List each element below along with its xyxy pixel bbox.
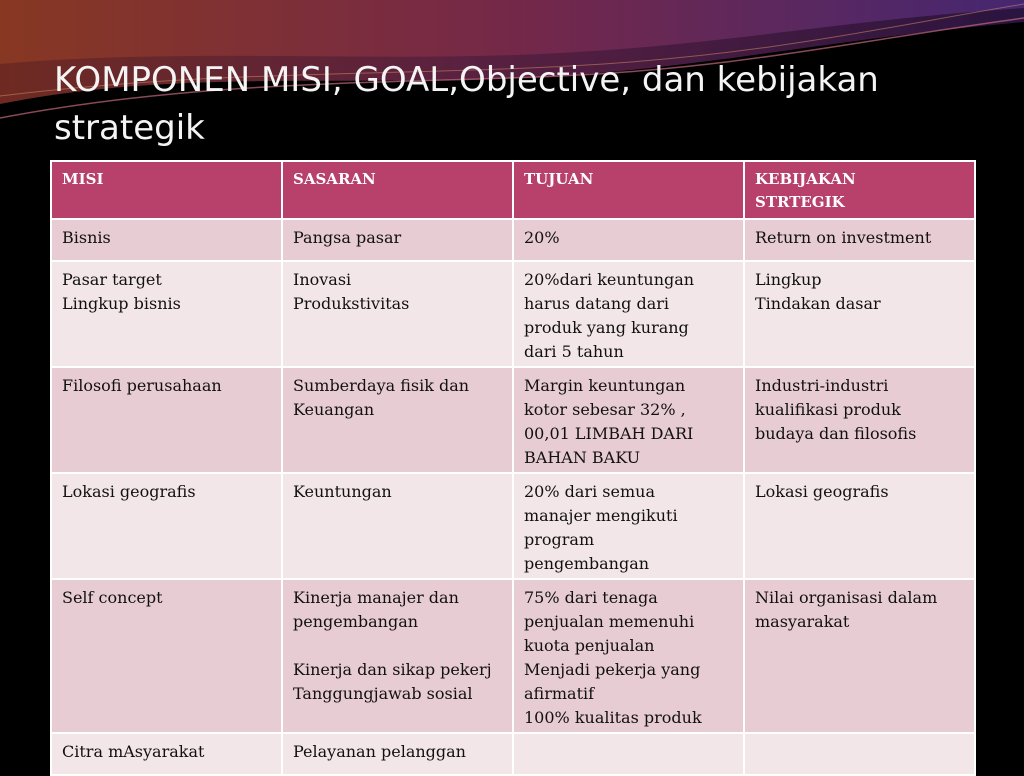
- cell-sasaran: Kinerja manajer dan pengembangan Kinerja dan sikap pekerj Tanggungjawab sosial: [282, 579, 513, 733]
- cell-kebijakan: Return on investment: [744, 219, 975, 261]
- cell-tujuan: 75% dari tenaga penjualan memenuhi kuota penjualan Menjadi pekerja yang afirmatif 100% kualitas produk: [513, 579, 744, 733]
- table-row: [51, 261, 975, 367]
- cell-sasaran: Keuntungan: [282, 473, 513, 579]
- cell-tujuan: 20%dari keuntungan harus datang dari produk yang kurang dari 5 tahun: [513, 261, 744, 367]
- table-header-row: [51, 161, 975, 219]
- cell-sasaran: Pelayanan pelanggan: [282, 733, 513, 775]
- cell-misi: Pasar target Lingkup bisnis: [51, 261, 282, 367]
- cell-kebijakan: Lingkup Tindakan dasar: [744, 261, 975, 367]
- cell-misi: Self concept: [51, 579, 282, 733]
- table-row: [51, 219, 975, 261]
- table-row: [51, 733, 975, 775]
- table-row: [51, 367, 975, 473]
- cell-misi: Bisnis: [51, 219, 282, 261]
- table-row: [51, 579, 975, 733]
- cell-misi: Filosofi perusahaan: [51, 367, 282, 473]
- cell-kebijakan: Industri-industri kualifikasi produk budaya dan filosofis: [744, 367, 975, 473]
- header-sasaran: SASARAN: [282, 161, 513, 219]
- cell-kebijakan: Nilai organisasi dalam masyarakat: [744, 579, 975, 733]
- cell-misi: Citra mAsyarakat: [51, 733, 282, 775]
- cell-kebijakan: Lokasi geografis: [744, 473, 975, 579]
- strategy-table: [50, 160, 976, 776]
- cell-misi: Lokasi geografis: [51, 473, 282, 579]
- cell-sasaran: Pangsa pasar: [282, 219, 513, 261]
- header-misi: MISI: [51, 161, 282, 219]
- cell-tujuan: 20%: [513, 219, 744, 261]
- cell-tujuan: Margin keuntungan kotor sebesar 32% , 00,01 LIMBAH DARI BAHAN BAKU: [513, 367, 744, 473]
- cell-tujuan: [513, 733, 744, 775]
- header-kebijakan: KEBIJAKAN STRTEGIK: [744, 161, 975, 219]
- cell-kebijakan: [744, 733, 975, 775]
- cell-tujuan: 20% dari semua manajer mengikuti program pengembangan: [513, 473, 744, 579]
- cell-sasaran: Inovasi Produkstivitas: [282, 261, 513, 367]
- cell-sasaran: Sumberdaya fisik dan Keuangan: [282, 367, 513, 473]
- slide-title: KOMPONEN MISI, GOAL,Objective, dan kebijakan strategik: [54, 60, 879, 148]
- table-row: [51, 473, 975, 579]
- header-tujuan: TUJUAN: [513, 161, 744, 219]
